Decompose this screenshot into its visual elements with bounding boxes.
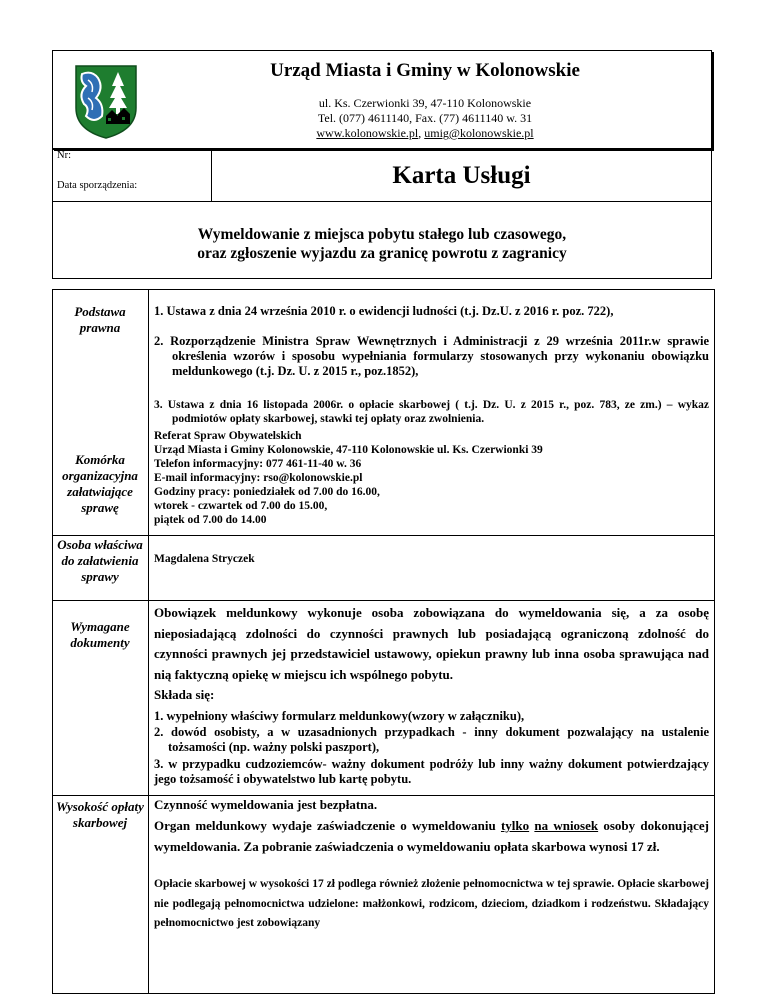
service-title-line1: Wymeldowanie z miejsca pobytu stałego lub czasowego, (197, 226, 567, 243)
document-item-1: 1. wypełniony właściwy formularz meldunkowy(wzory w załączniku), (154, 709, 525, 723)
unit-line-5: Godziny pracy: poniedziałek od 7.00 do 16.00, (154, 486, 380, 498)
documents-consists: Składa się: (154, 687, 215, 702)
website-link[interactable]: www.kolonowskie.pl (316, 126, 419, 140)
fee-cert-text-1: Organ meldunkowy wydaje zaświadczenie o wymeldowaniu (154, 818, 501, 833)
service-title (60, 225, 704, 263)
document-item-2: 2. dowód osobisty, a w uzasadnionych przypadkach - inny dokument pozwalający na ustalenie tożsamości (np. ważny polski paszport), (154, 725, 709, 754)
document-item-3: 3. w przypadku cudzoziemców- ważny dokument podróży lub inny ważny dokument potwierdzający jego tożsamość i obywatelstwo lub kartę pobytu. (154, 757, 709, 786)
nr-label: Nr: (57, 150, 71, 161)
fee-power-of-attorney: Opłacie skarbowej w wysokości 17 zł podlega również złożenie pełnomocnictwa w tej sprawie. Opłacie skarbowej nie podlegają pełnomocnictwa udzielone: małżonkowi, rodzicom, dzieciom, dziadkom i rodzeństwu. Składający pełnomocnictwo jest zobowiązany (154, 878, 709, 929)
service-title-line2: oraz zgłoszenie wyjazdu za granicę powrotu z zagranicy (197, 245, 567, 262)
unit-label: Komórka organizacyjna załatwiające sprawę (62, 452, 138, 515)
card-title: Karta Usługi (392, 162, 531, 189)
unit-line-3: Telefon informacyjny: 077 461-11-40 w. 36 (154, 458, 362, 470)
fee-cert-text-2: osoby dokonującej wymeldowania. Za pobranie zaświadczenia o wymeldowaniu opłata skarbowa wynosi 17 zł. (154, 818, 709, 854)
unit-line-6: wtorek - czwartek od 7.00 do 15.00, (154, 500, 328, 512)
office-phone: Tel. (077) 4611140, Fax. (77) 4611140 w. 31 (317, 111, 533, 125)
office-title: Urząd Miasta i Gminy w Kolonowskie (270, 60, 580, 81)
office-contact (150, 96, 700, 141)
email-separator: , (418, 126, 425, 140)
fee-cert-only: tylko (500, 818, 530, 833)
person-name: Magdalena Stryczek (154, 553, 255, 565)
row-divider (53, 600, 714, 601)
person-label: Osoba właściwa do załatwienia sprawy (57, 537, 143, 584)
legal-basis-item-3: 3. Ustawa z dnia 16 listopada 2006r. o opłacie skarbowej ( t.j. Dz. U. z 2015 r., poz. 783, ze zm.) – wykaz podmiotów opłaty skarbowej, stawki tej opłaty oraz zwolnienia. (154, 399, 709, 425)
documents-intro: Obowiązek meldunkowy wykonuje osoba zobowiązana do wymeldowania się, a za osobę nieposiadającą zdolności do czynności prawnych lub posiadającą ograniczoną zdolność do czynności prawnych jej przedstawiciel ustawowy, opiekun prawny lub inna osoba sprawująca nad nią faktyczną opiekę w miejscu ich wspólnego pobytu. (154, 605, 709, 682)
fee-free: Czynność wymeldowania jest bezpłatna. (154, 797, 378, 812)
fee-certificate (154, 816, 709, 857)
legal-basis-label: Podstawa prawna (74, 304, 126, 335)
office-web-line (150, 126, 700, 141)
date-label: Data sporządzenia: (57, 180, 138, 191)
row-divider (53, 535, 714, 536)
office-address: ul. Ks. Czerwionki 39, 47-110 Kolonowskie (318, 96, 532, 110)
coat-of-arms-logo (74, 64, 138, 140)
unit-line-2: Urząd Miasta i Gminy Kolonowskie, 47-110 Kolonowskie ul. Ks. Czerwionki 39 (154, 444, 543, 456)
fee-cert-on-request: na wniosek (534, 818, 599, 833)
unit-line-7: piątek od 7.00 do 14.00 (154, 514, 267, 526)
unit-line-1: Referat Spraw Obywatelskich (154, 430, 302, 442)
unit-details (154, 429, 709, 527)
table-column-divider (148, 290, 149, 994)
documents-label: Wymagane dokumenty (70, 619, 130, 650)
legal-basis-item-1: 1. Ustawa z dnia 24 września 2010 r. o ewidencji ludności (t.j. Dz.U. z 2016 r. poz. 722), (154, 304, 614, 318)
fee-label: Wysokość opłaty skarbowej (56, 799, 144, 830)
legal-basis-item-2: 2. Rozporządzenie Ministra Spraw Wewnętrznych i Administracji z 29 września 2011r.w sprawie określenia wzorów i sposobu wypełniania formularzy stosowanych przy wykonaniu obowiązku meldunkowego (t.j. Dz. U. z 2015 r., poz.1852), (154, 334, 709, 378)
email-link[interactable]: umig@kolonowskie.pl (424, 126, 534, 140)
unit-line-4: E-mail informacyjny: rso@kolonowskie.pl (154, 472, 363, 484)
meta-left-box (52, 149, 212, 202)
